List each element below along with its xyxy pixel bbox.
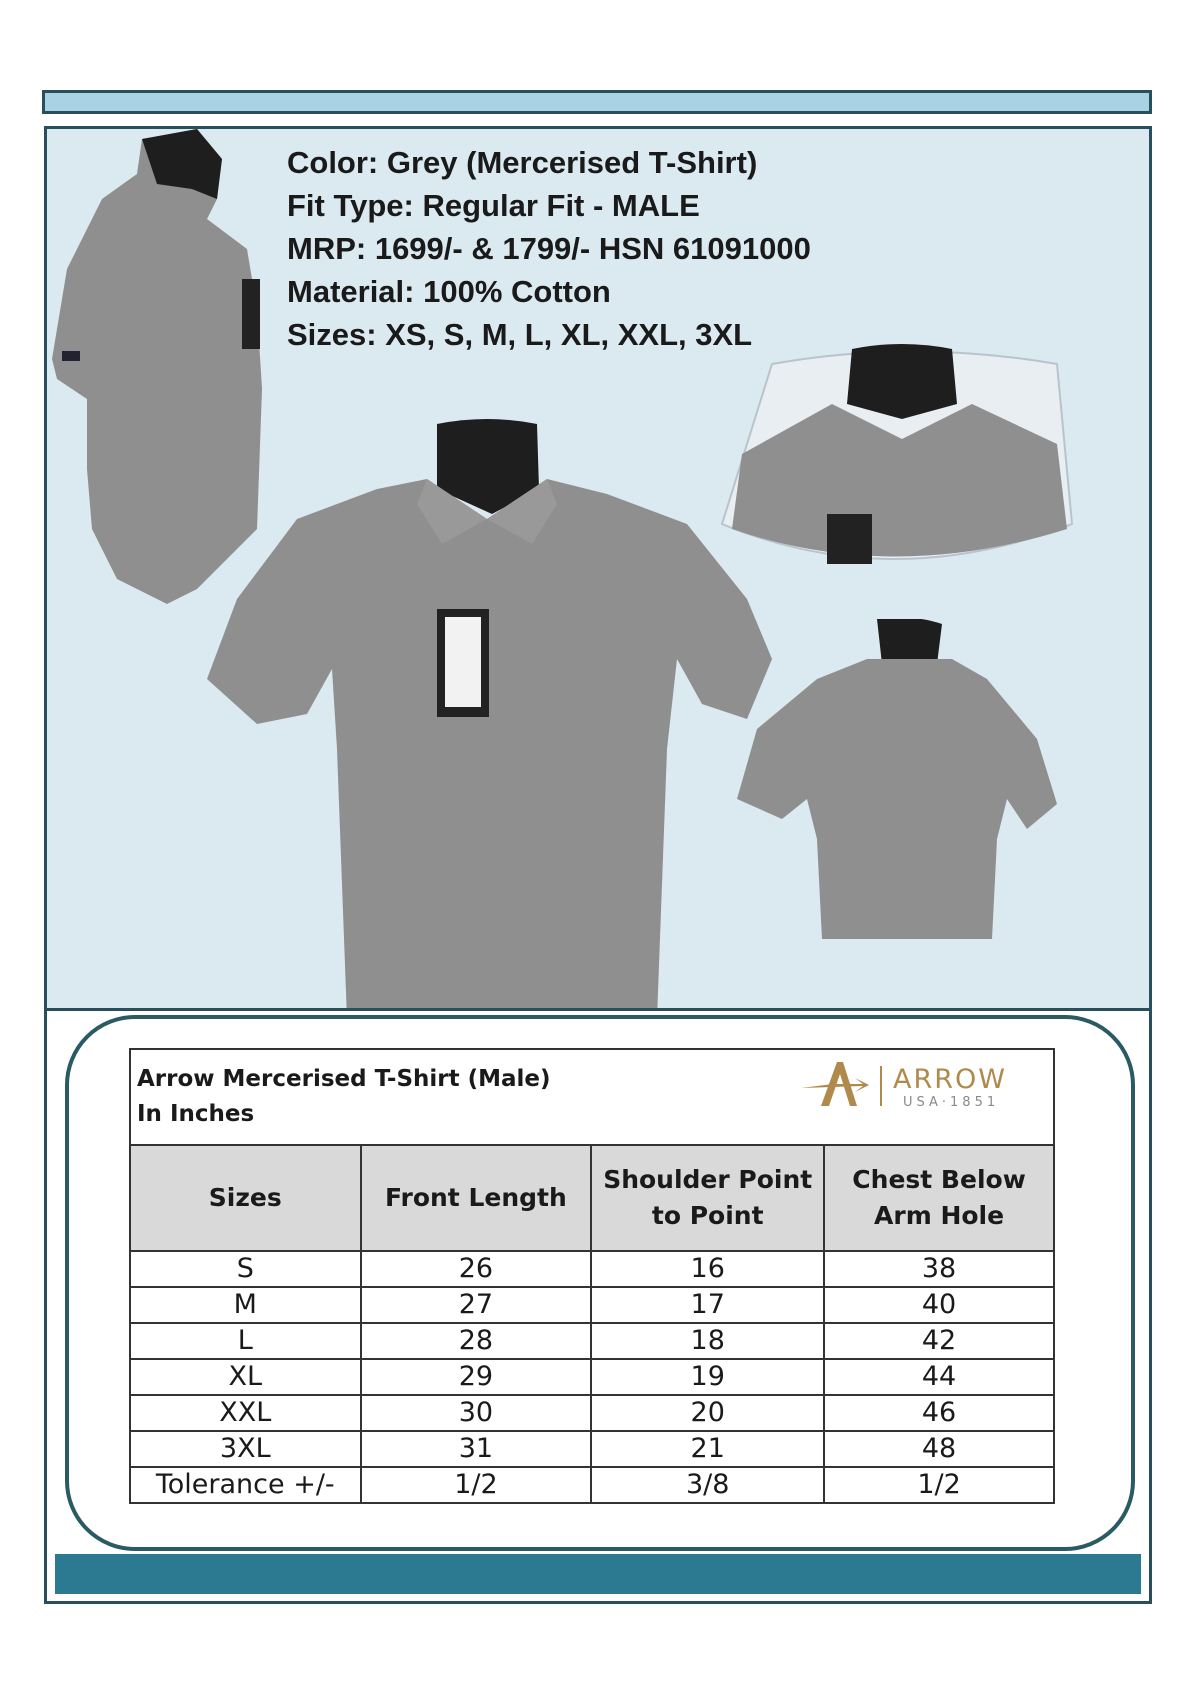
shoulder-cell: 3/8 <box>591 1467 824 1503</box>
front-length-cell: 26 <box>361 1251 592 1287</box>
tolerance-row <box>130 1467 1054 1503</box>
shirt-back-view-image <box>737 619 1067 939</box>
shoulder-cell: 21 <box>591 1431 824 1467</box>
header-row <box>130 1145 1054 1251</box>
front-length-cell: 28 <box>361 1323 592 1359</box>
chest-cell: 44 <box>824 1359 1054 1395</box>
spec-sizes: Sizes: XS, S, M, L, XL, XXL, 3XL <box>287 317 753 352</box>
product-photo-panel <box>44 126 1152 1011</box>
logo-tag-text: USA·1851 <box>903 1095 1000 1110</box>
header-shoulder: Shoulder Point to Point <box>591 1145 824 1251</box>
chest-cell: 48 <box>824 1431 1054 1467</box>
spec-fit-type: Fit Type: Regular Fit - MALE <box>287 188 700 223</box>
chart-title: Arrow Mercerised T-Shirt (Male) <box>137 1066 551 1092</box>
spec-mrp: MRP: 1699/- & 1799/- HSN 61091000 <box>287 231 811 266</box>
chest-cell: 1/2 <box>824 1467 1054 1503</box>
logo-name-text: ARROW <box>893 1064 1007 1095</box>
chest-cell: 42 <box>824 1323 1054 1359</box>
shoulder-cell: 19 <box>591 1359 824 1395</box>
shoulder-cell: 20 <box>591 1395 824 1431</box>
size-chart-panel <box>44 1008 1152 1604</box>
shoulder-cell: 17 <box>591 1287 824 1323</box>
size-cell: XXL <box>130 1395 361 1431</box>
header-front-length: Front Length <box>361 1145 592 1251</box>
table-row <box>130 1287 1054 1323</box>
front-length-cell: 1/2 <box>361 1467 592 1503</box>
chest-cell: 38 <box>824 1251 1054 1287</box>
size-cell: S <box>130 1251 361 1287</box>
table-row <box>130 1359 1054 1395</box>
table-row <box>130 1323 1054 1359</box>
arrow-logo <box>793 1054 1043 1118</box>
shirt-collar-closeup-image <box>712 344 1112 594</box>
size-cell: M <box>130 1287 361 1323</box>
chart-title-cell <box>130 1049 1054 1145</box>
front-length-cell: 29 <box>361 1359 592 1395</box>
bottom-accent-bar <box>55 1554 1141 1594</box>
shirt-front-view-image <box>187 419 787 1011</box>
table-row <box>130 1431 1054 1467</box>
front-length-cell: 31 <box>361 1431 592 1467</box>
spec-color: Color: Grey (Mercerised T-Shirt) <box>287 145 758 180</box>
size-cell: L <box>130 1323 361 1359</box>
chest-cell: 46 <box>824 1395 1054 1431</box>
product-spec-list <box>287 141 811 356</box>
arrow-logo-icon <box>793 1054 1043 1114</box>
front-length-cell: 30 <box>361 1395 592 1431</box>
spec-material: Material: 100% Cotton <box>287 274 611 309</box>
table-row <box>130 1251 1054 1287</box>
shoulder-cell: 18 <box>591 1323 824 1359</box>
size-cell: XL <box>130 1359 361 1395</box>
size-cell: 3XL <box>130 1431 361 1467</box>
top-accent-bar <box>42 90 1152 114</box>
shoulder-cell: 16 <box>591 1251 824 1287</box>
front-length-cell: 27 <box>361 1287 592 1323</box>
size-chart-table <box>129 1048 1055 1504</box>
tolerance-label-cell: Tolerance +/- <box>130 1467 361 1503</box>
header-chest: Chest Below Arm Hole <box>824 1145 1054 1251</box>
table-row <box>130 1395 1054 1431</box>
header-sizes: Sizes <box>130 1145 361 1251</box>
chest-cell: 40 <box>824 1287 1054 1323</box>
chart-subtitle: In Inches <box>137 1101 255 1127</box>
